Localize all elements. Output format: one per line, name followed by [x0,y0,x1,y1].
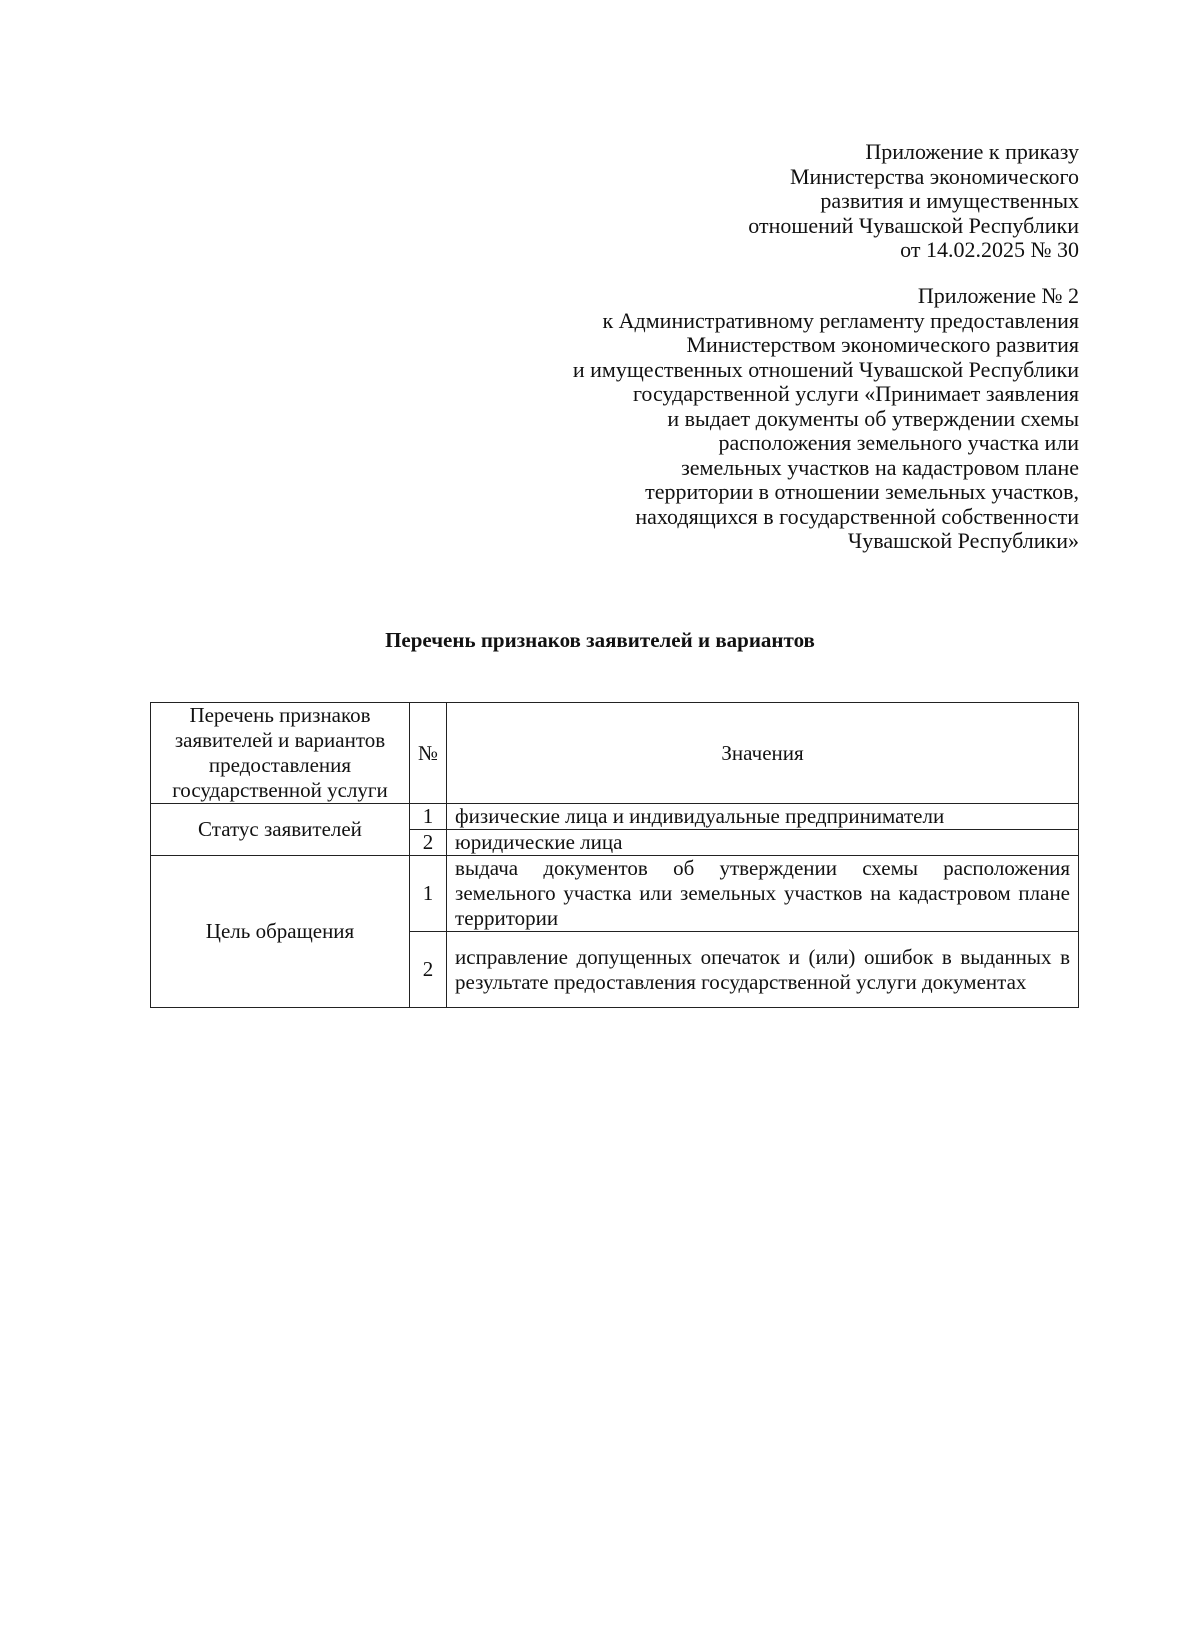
row-number-cell: 1 [410,804,447,830]
table-header-row [151,703,1079,804]
appendix-line: Чувашской Республики» [847,528,1079,553]
header-feature-list: Перечень признаков заявителей и вариантов предоставления государственной услуги [151,703,410,804]
value-cell: выдача документов об утверждении схемы расположения земельного участка или земельных участков на кадастровом плане территории [447,856,1079,932]
appendix-line: к Административному регламенту предоставления [602,307,1079,333]
value-cell: юридические лица [447,830,1079,856]
appendix-line: Министерством экономического развития [686,332,1079,357]
appendix-line: расположения земельного участка или [718,430,1079,455]
row-number-cell: 1 [410,856,447,932]
value-cell: физические лица и индивидуальные предприниматели [447,804,1079,830]
feature-cell-purpose: Цель обращения [151,856,410,1008]
header-values: Значения [447,703,1079,804]
appendix-line: земельных участков на кадастровом плане [681,454,1079,480]
order-reference-block [748,140,1079,263]
order-reference-line: отношений Чувашской Республики [748,212,1079,238]
appendix-line: Приложение № 2 [917,283,1079,308]
row-number-cell: 2 [410,830,447,856]
order-reference-line: развития и имущественных [820,188,1079,213]
order-reference-line: от 14.02.2025 № 30 [900,237,1079,262]
appendix-line: находящихся в государственной собственности [635,503,1079,529]
appendix-reference-block [573,284,1079,554]
table-row [151,804,1079,830]
value-cell: исправление допущенных опечаток и (или) ошибок в выданных в результате предоставления государственной услуги документах [447,932,1079,1008]
appendix-line: и выдает документы об утверждении схемы [667,405,1079,431]
table-row [151,856,1079,932]
criteria-table [150,702,1079,1008]
appendix-line: территории в отношении земельных участков, [645,479,1079,504]
document-title: Перечень признаков заявителей и вариантов [385,628,815,652]
appendix-line: и имущественных отношений Чувашской Республики [572,356,1079,382]
order-reference-line: Министерства экономического [789,163,1079,189]
order-reference-line: Приложение к приказу [865,139,1079,164]
appendix-line: государственной услуги «Принимает заявления [632,381,1079,406]
row-number-cell: 2 [410,932,447,1008]
feature-cell-status: Статус заявителей [151,804,410,856]
header-number: № [410,703,447,804]
